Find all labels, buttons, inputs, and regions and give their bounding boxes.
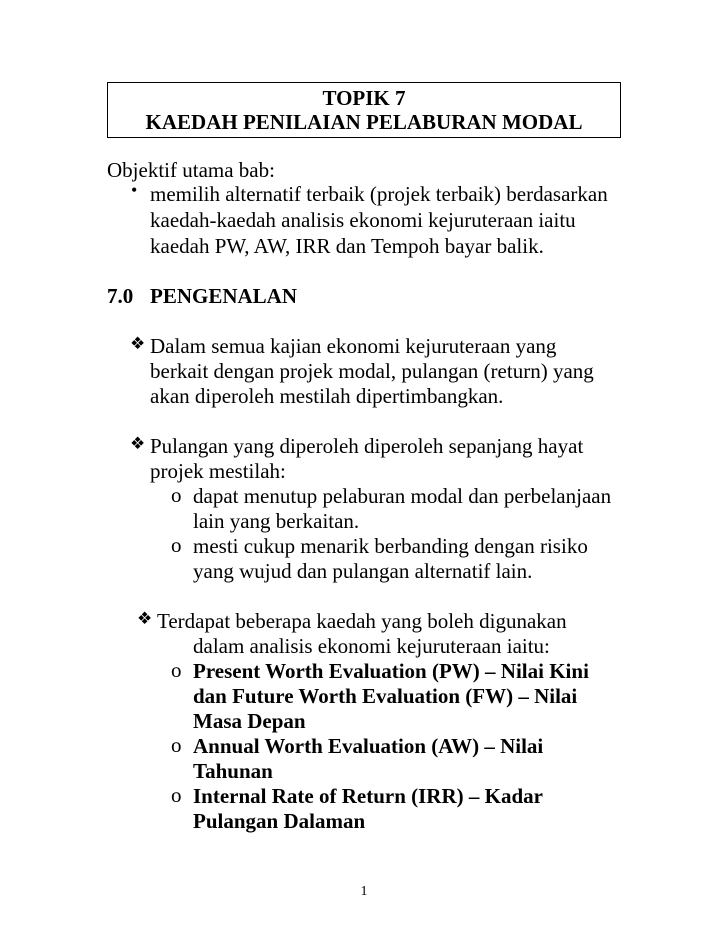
method-irr-line-1: Internal Rate of Return (IRR) – Kadar: [193, 784, 543, 808]
bullet-icon: •: [131, 180, 138, 200]
point2-sub2-line-2: yang wujud dan pulangan alternatif lain.: [193, 559, 533, 583]
topic-number: TOPIK 7: [322, 86, 406, 110]
circle-bullet-icon: o: [171, 533, 182, 557]
point3-line-2: dalam analisis ekonomi kejuruteraan iaitu:: [193, 634, 550, 658]
topic-title: KAEDAH PENILAIAN PELABURAN MODAL: [145, 110, 583, 134]
point1-line-1: Dalam semua kajian ekonomi kejuruteraan yang: [150, 334, 557, 358]
objective-heading: Objektif utama bab:: [107, 158, 275, 182]
circle-bullet-icon: o: [171, 483, 182, 507]
diamond-bullet-icon: ❖: [130, 334, 146, 353]
point2-sub1-line-1: dapat menutup pelaburan modal dan perbelanjaan: [193, 484, 612, 508]
point1-line-2: berkait dengan projek modal, pulangan (return) yang: [150, 359, 594, 383]
objective-line-3: kaedah PW, AW, IRR dan Tempoh bayar balik.: [150, 234, 544, 258]
section-title: PENGENALAN: [150, 284, 298, 308]
section-number: 7.0: [107, 284, 134, 308]
point2-sub1-line-2: lain yang berkaitan.: [193, 509, 360, 533]
diamond-bullet-icon: ❖: [137, 609, 153, 628]
circle-bullet-icon: o: [171, 733, 182, 757]
method-pw-line-1: Present Worth Evaluation (PW) – Nilai Kini: [193, 659, 589, 683]
circle-bullet-icon: o: [171, 783, 182, 807]
method-aw-line-2: Tahunan: [193, 759, 273, 783]
point3-line-1: Terdapat beberapa kaedah yang boleh digunakan: [157, 609, 567, 633]
point2-sub2-line-1: mesti cukup menarik berbanding dengan risiko: [193, 534, 588, 558]
circle-bullet-icon: o: [171, 658, 182, 682]
method-pw-line-3: Masa Depan: [193, 709, 306, 733]
point2-line-2: projek mestilah:: [150, 459, 286, 483]
objective-line-2: kaedah-kaedah analisis ekonomi kejuruteraan iaitu: [150, 208, 576, 232]
point2-line-1: Pulangan yang diperoleh diperoleh sepanjang hayat: [150, 434, 584, 458]
objective-line-1: memilih alternatif terbaik (projek terbaik) berdasarkan: [150, 182, 608, 206]
title-box: [107, 82, 621, 138]
point1-line-3: akan diperoleh mestilah dipertimbangkan.: [150, 384, 504, 408]
page-number: 1: [360, 884, 368, 899]
diamond-bullet-icon: ❖: [130, 434, 146, 453]
method-pw-line-2: dan Future Worth Evaluation (FW) – Nilai: [193, 684, 578, 708]
method-irr-line-2: Pulangan Dalaman: [193, 809, 366, 833]
method-aw-line-1: Annual Worth Evaluation (AW) – Nilai: [193, 734, 544, 758]
